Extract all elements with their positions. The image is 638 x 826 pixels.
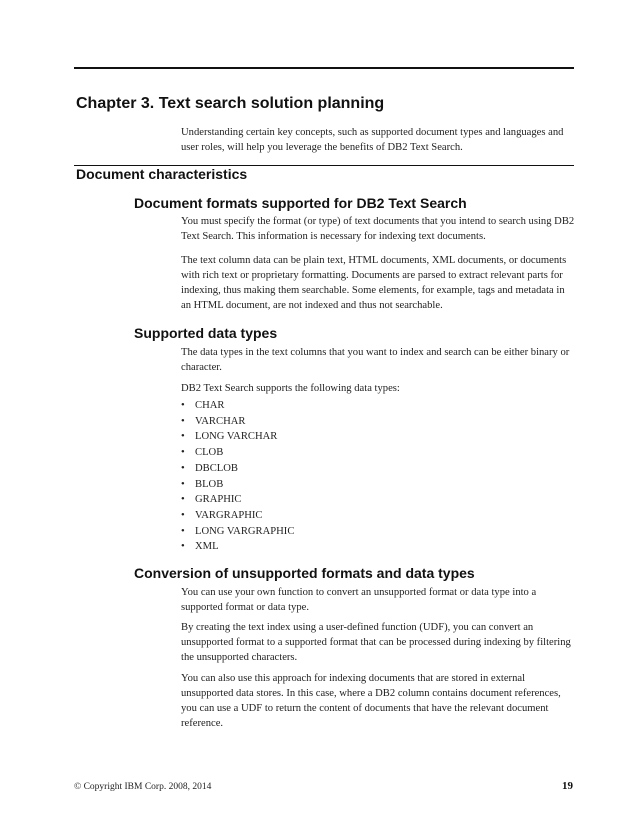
bullet-glyph: • [181,400,185,411]
datatypes-heading: Supported data types [134,325,278,341]
bullet-glyph: • [181,431,185,443]
datatype-label: LONG VARGRAPHIC [195,525,295,537]
list-item [181,461,294,477]
page-number: 19 [562,780,573,792]
chapter-title: Chapter 3. Text search solution planning [76,95,385,112]
datatype-label: VARCHAR [195,415,246,427]
list-item [181,508,294,524]
bullet-glyph: • [181,525,185,537]
datatype-label: CLOB [195,447,224,459]
datatypes-paragraph-1: The data types in the text columns that you want to index and search can be either binary or character. [181,347,570,373]
formats-paragraph-2: The text column data can be plain text, HTML documents, XML documents, or documents with rich text or proprietary formatting. Documents are parsed to extract relevant parts for indexing, thus making them searchable. Some elements, for example, tags and metadata in an HTML document, are not indexed and thus not searchable. [181,255,567,311]
conversion-heading: Conversion of unsupported formats and data types [134,565,475,581]
list-item [181,445,294,461]
chapter-intro: Understanding certain key concepts, such as supported document types and languages and user roles, will help you leverage the benefits of DB2 Text Search. [181,127,564,153]
datatype-label: GRAPHIC [195,494,242,506]
copyright-notice: © Copyright IBM Corp. 2008, 2014 [74,782,212,792]
conversion-paragraph-3: You can also use this approach for indexing documents that are stored in external unsupported data stores. In this case, where a DB2 column contains document references, you can use a UDF to return the content of documents that have the relevant document reference. [181,673,561,729]
datatype-label: VARGRAPHIC [195,509,263,521]
datatype-label: DBCLOB [195,462,238,474]
bullet-glyph: • [181,494,185,506]
bullet-glyph: • [181,541,185,553]
formats-paragraph-1: You must specify the format (or type) of text documents that you intend to search using DB2 Text Search. This information is necessary for indexing text documents. [181,216,575,242]
list-item [181,539,294,555]
datatype-label: LONG VARCHAR [195,431,278,443]
bullet-glyph: • [181,509,185,521]
datatypes-paragraph-2: DB2 Text Search supports the following data types: [181,383,400,394]
section-title: Document characteristics [76,166,248,182]
bullet-glyph: • [181,447,185,459]
datatype-label: BLOB [195,478,224,490]
datatype-label: XML [195,541,219,553]
formats-heading: Document formats supported for DB2 Text Search [134,195,467,211]
bullet-glyph: • [181,415,185,427]
bullet-glyph: • [181,462,185,474]
list-item [181,429,294,445]
top-rule [74,67,574,69]
conversion-paragraph-2: By creating the text index using a user-defined function (UDF), you can convert an unsupported format to a supported format that can be processed during indexing by filtering the unsupported characters. [181,622,571,663]
bullet-glyph: • [181,478,185,490]
list-item [181,398,294,414]
conversion-paragraph-1: You can use your own function to convert an unsupported format or data type into a supported format or data type. [181,587,537,613]
list-item [181,492,294,508]
list-item [181,477,294,493]
datatypes-list [181,398,294,555]
list-item [181,414,294,430]
datatype-label: CHAR [195,400,225,411]
list-item [181,524,294,540]
